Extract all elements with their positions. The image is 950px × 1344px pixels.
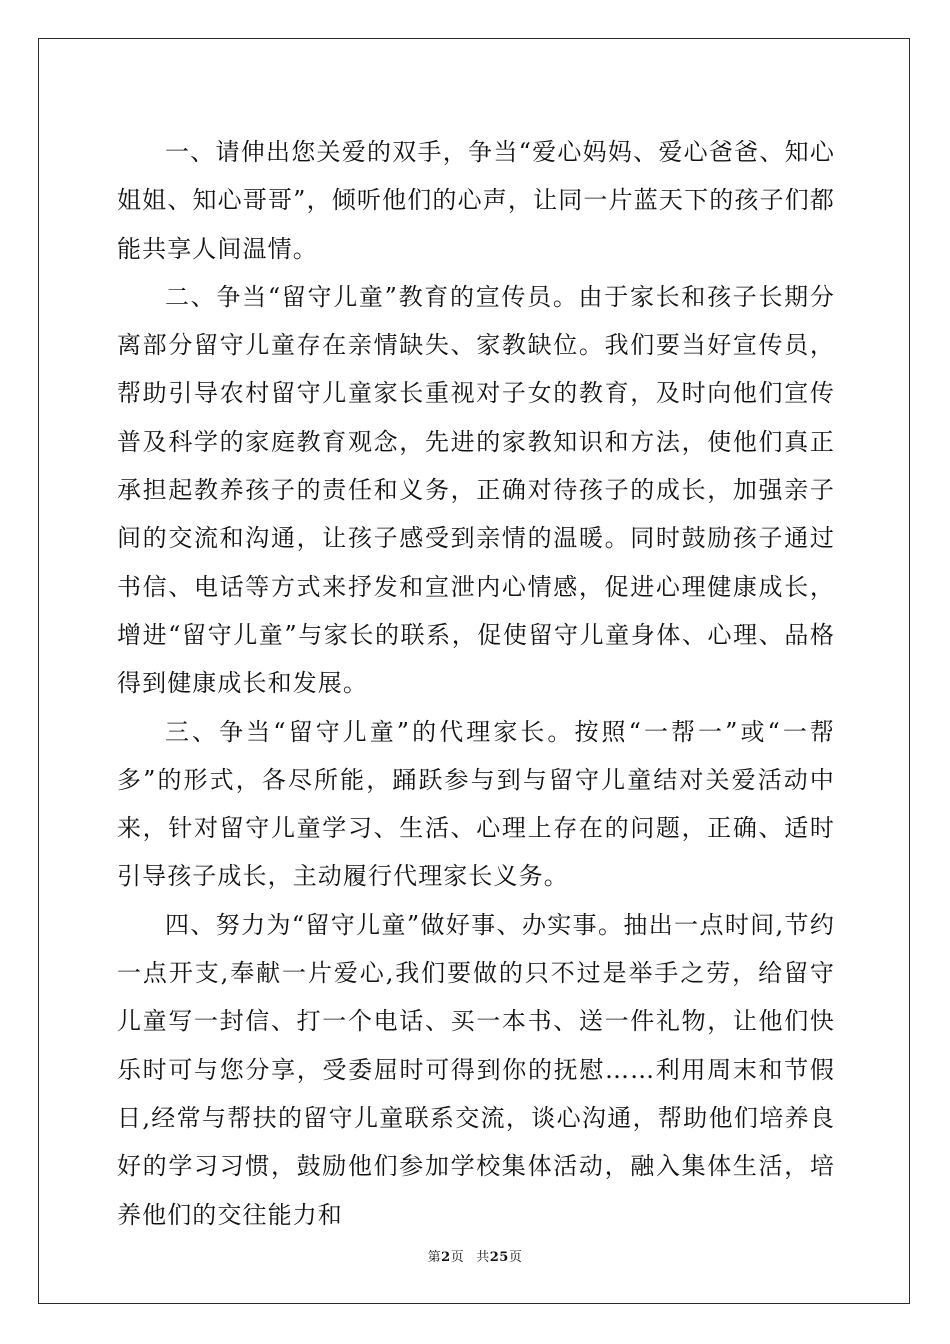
paragraph-1: 一、请伸出您关爱的双手，争当“爱心妈妈、爱心爸爸、知心姐姐、知心哥哥”，倾听他们的心声，让同一片蓝天下的孩子们都能共享人间温情。 <box>117 138 835 263</box>
page-footer <box>0 1246 950 1265</box>
page-suffix: 页 <box>450 1250 465 1265</box>
paragraph-4: 四、努力为“留守儿童”做好事、办实事。抽出一点时间,节约一点开支,奉献一片爱心,我们要做的只不过是举手之劳，给留守儿童写一封信、打一个电话、买一本书、送一件礼物，让他们快乐时可与您分享，受委屈时可得到你的抚慰……利用周末和节假日,经常与帮扶的留守儿童联系交流，谈心沟通，帮助他们培养良好的学习习惯，鼓励他们参加学校集体活动，融入集体生活，培养他们的交往能力和 <box>117 910 835 1229</box>
paragraph-2: 二、争当“留守儿童”教育的宣传员。由于家长和孩子长期分离部分留守儿童存在亲情缺失、家教缺位。我们要当好宣传员，帮助引导农村留守儿童家长重视对子女的教育，及时向他们宣传普及科学的家庭教育观念，先进的家教知识和方法，使他们真正承担起教养孩子的责任和义务，正确对待孩子的成长，加强亲子间的交流和沟通，让孩子感受到亲情的温暖。同时鼓励孩子通过书信、电话等方式来抒发和宣泄内心情感，促进心理健康成长，增进“留守儿童”与家长的联系，促使留守儿童身体、心理、品格得到健康成长和发展。 <box>117 282 835 698</box>
document-body <box>117 128 835 1239</box>
total-pages: 25 <box>489 1250 509 1265</box>
page-number: 2 <box>441 1250 451 1265</box>
total-suffix: 页 <box>508 1250 523 1265</box>
page-prefix: 第 <box>427 1250 442 1265</box>
total-prefix: 共 <box>476 1250 490 1265</box>
paragraph-3: 三、争当“留守儿童”的代理家长。按照“一帮一”或“一帮多”的形式，各尽所能，踊跃参与到与留守儿童结对关爱活动中来，针对留守儿童学习、生活、心理上存在的问题，正确、适时引导孩子成长，主动履行代理家长义务。 <box>117 717 835 891</box>
